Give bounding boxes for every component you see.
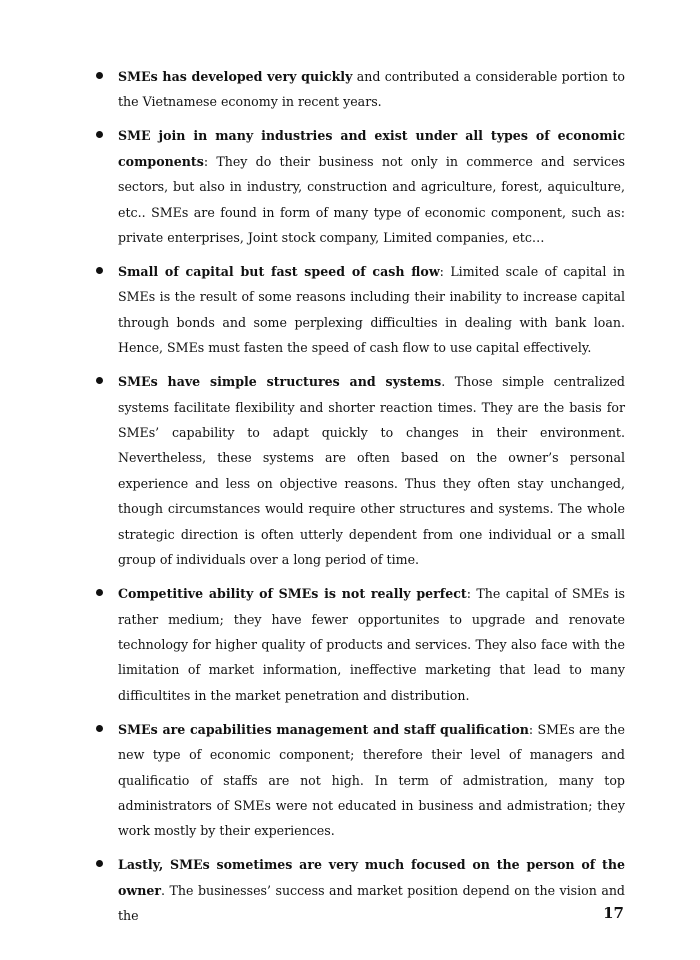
list-item (118, 259, 625, 361)
list-item (118, 64, 625, 115)
list-item (118, 369, 625, 572)
item-lead: Competitive ability of SMEs is not really perfect (118, 586, 467, 602)
bullet-icon (96, 131, 103, 138)
item-lead: SMEs have simple structures and systems (118, 374, 442, 390)
bullet-icon (96, 589, 103, 596)
item-text: . The businesses’ success and market position depend on the vision and the (118, 882, 625, 924)
bullet-icon (96, 860, 103, 867)
item-lead: SMEs are capabilities management and staff qualification (118, 721, 529, 737)
item-text: : SMEs are the new type of economic component; therefore their level of managers and qualificatio of staffs are not high. In term of admistration, many top administrators of SMEs were not educated in business and admistration; they work mostly by their experiences. (118, 721, 625, 839)
page-number: 17 (603, 904, 624, 922)
item-text: and contributed a considerable portion to the Vietnamese economy in recent years. (118, 69, 625, 110)
item-lead: Small of capital but fast speed of cash flow (118, 264, 440, 280)
item-text: . Those simple centralized systems facilitate flexibility and shorter reaction times. They are the basis for SMEs’ capability to adapt quickly to changes in their environment. Nevertheless, these systems are often based on the owner’s personal experience and less on objective reasons. Thus they often stay unchanged, though circumstances would require other structures and systems. The whole strategic direction is often utterly dependent from one individual or a small group of individuals over a long period of time. (118, 374, 625, 568)
list-item (118, 123, 625, 250)
item-lead: SMEs has developed very quickly (118, 69, 353, 84)
bullet-icon (96, 377, 103, 384)
bullet-icon (96, 72, 103, 79)
bullet-list (118, 64, 625, 937)
list-item (118, 717, 625, 844)
list-item (118, 581, 625, 708)
bullet-icon (96, 267, 103, 274)
item-text: : Limited scale of capital in SMEs is the result of some reasons including their inability to increase capital through bonds and some perplexing difficulties in dealing with bank loan. Hence, SMEs must fasten the speed of cash flow to use capital effectively. (118, 264, 625, 356)
item-text: : They do their business not only in commerce and services sectors, but also in industry, construction and agriculture, forest, aquiculture, etc.. SMEs are found in form of many type of economic component, such as: private enterprises, Joint stock company, Limited companies, etc… (118, 153, 625, 246)
bullet-icon (96, 725, 103, 732)
list-item (118, 852, 625, 928)
item-lead: SME join in many industries and exist under all types of economic components (118, 128, 625, 169)
item-text: : The capital of SMEs is rather medium; they have fewer opportunites to upgrade and renovate technology for higher quality of products and services. They also face with the limitation of market information, ineffective marketing that lead to many difficultites in the market penetration and distribution. (118, 586, 625, 703)
item-lead: Lastly, SMEs sometimes are very much focused on the person of the owner (118, 857, 625, 898)
